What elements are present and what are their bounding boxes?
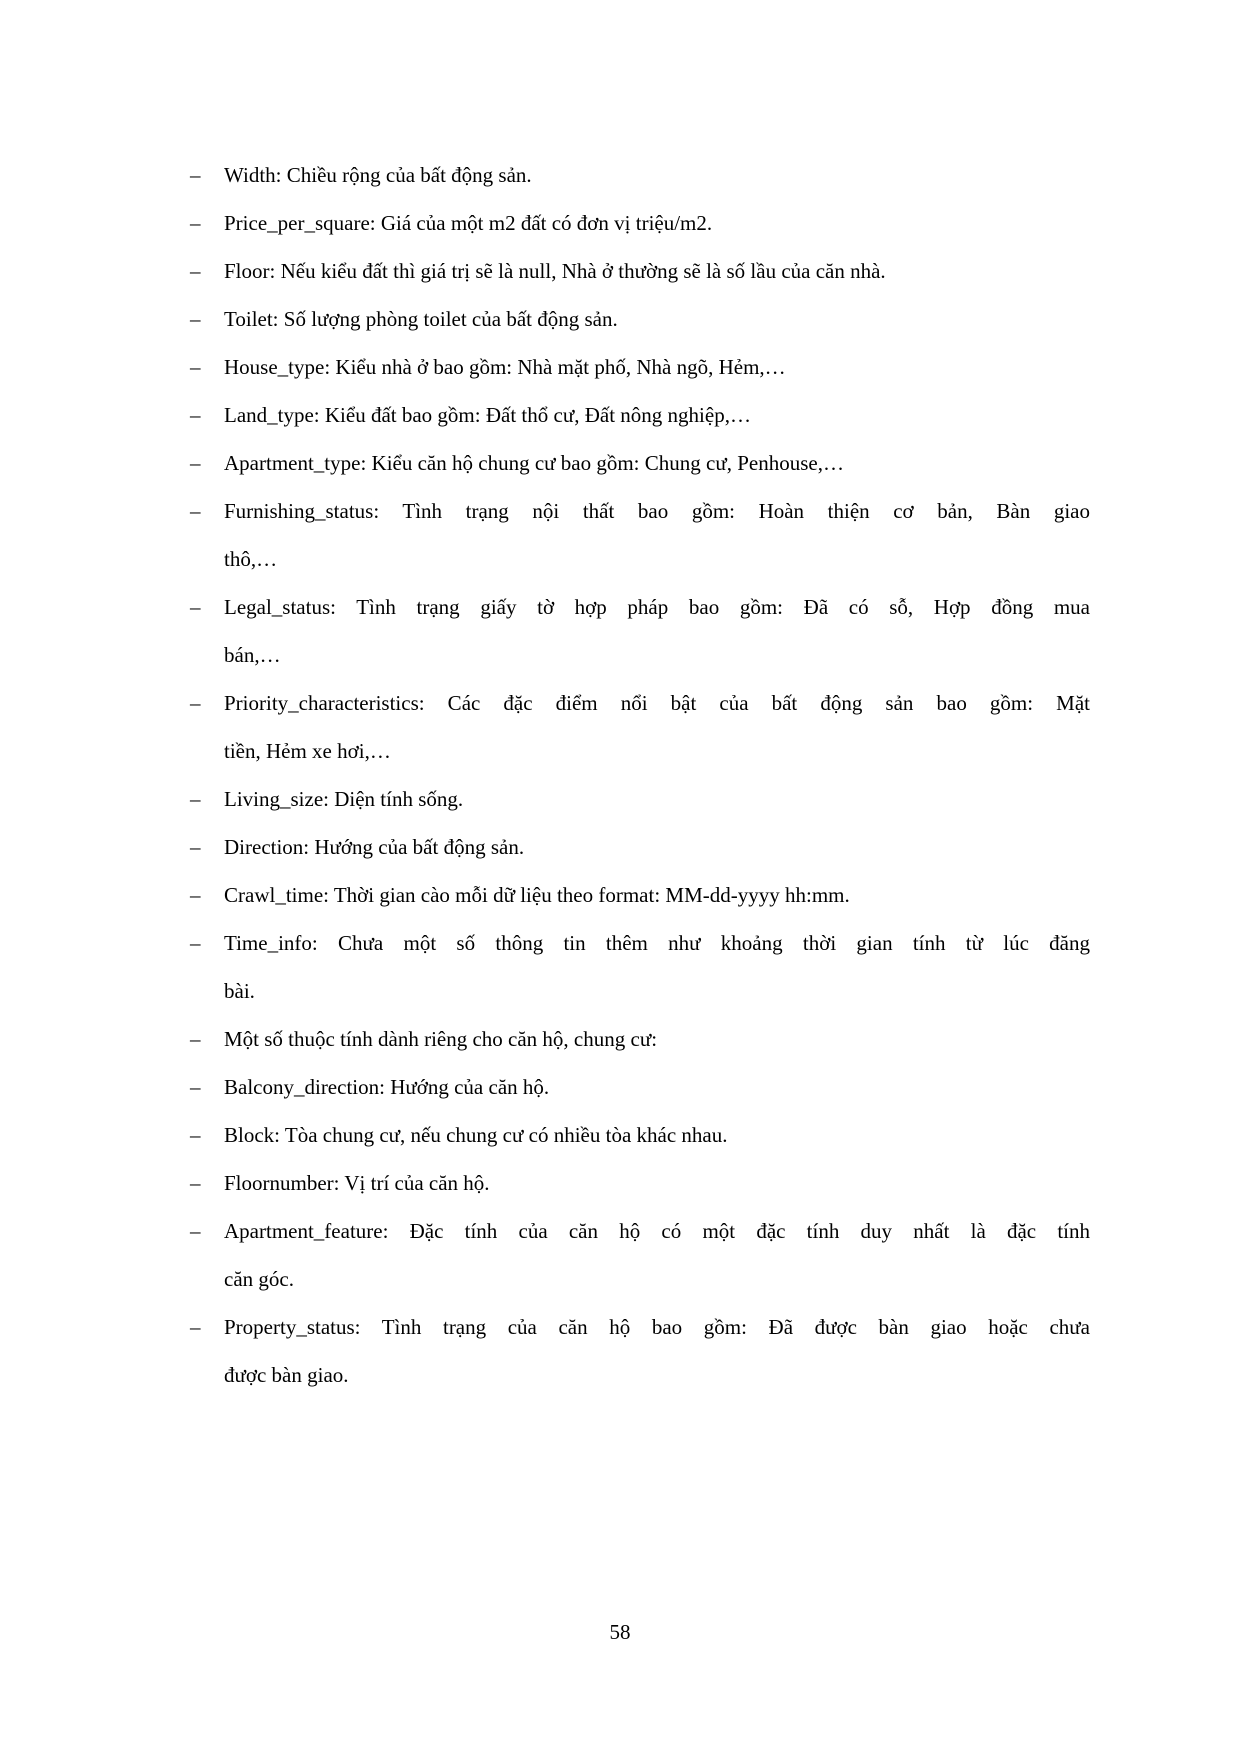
bullet-dash: – xyxy=(190,355,201,379)
text-line: Apartment_type: Kiểu căn hộ chung cư bao gồm: Chung cư, Penhouse,… xyxy=(224,451,844,475)
list-item-text xyxy=(224,679,1090,775)
list-item-text xyxy=(224,343,1090,391)
text-line: Direction: Hướng của bất động sản. xyxy=(224,835,525,859)
list-item xyxy=(190,775,1090,823)
list-item-text xyxy=(224,583,1090,679)
list-item xyxy=(190,1303,1090,1399)
bullet-dash: – xyxy=(190,1075,201,1099)
text-line: Legal_status: Tình trạng giấy tờ hợp pháp bao gồm: Đã có sỗ, Hợp đồng mua xyxy=(224,595,1090,619)
list-item-text xyxy=(224,919,1090,1015)
text-line: Living_size: Diện tính sống. xyxy=(224,787,464,811)
bullet-list xyxy=(190,151,1090,1399)
text-line: Block: Tòa chung cư, nếu chung cư có nhiều tòa khác nhau. xyxy=(224,1123,728,1147)
text-line: bán,… xyxy=(224,643,281,667)
list-item xyxy=(190,583,1090,679)
list-item-text xyxy=(224,199,1090,247)
list-item xyxy=(190,871,1090,919)
list-item xyxy=(190,343,1090,391)
bullet-dash: – xyxy=(190,1027,201,1051)
text-line: tiền, Hẻm xe hơi,… xyxy=(224,739,391,763)
text-line: Toilet: Số lượng phòng toilet của bất động sản. xyxy=(224,307,618,331)
list-item-text xyxy=(224,487,1090,583)
list-item-text xyxy=(224,1111,1090,1159)
bullet-dash: – xyxy=(190,259,201,283)
list-item xyxy=(190,199,1090,247)
bullet-dash: – xyxy=(190,1123,201,1147)
bullet-dash: – xyxy=(190,787,201,811)
list-item xyxy=(190,391,1090,439)
list-item xyxy=(190,1111,1090,1159)
bullet-dash: – xyxy=(190,1219,201,1243)
bullet-dash: – xyxy=(190,499,201,523)
list-item-text xyxy=(224,151,1090,199)
text-line: Priority_characteristics: Các đặc điểm nổi bật của bất động sản bao gồm: Mặt xyxy=(224,691,1090,715)
list-item xyxy=(190,151,1090,199)
list-item xyxy=(190,295,1090,343)
text-line: Apartment_feature: Đặc tính của căn hộ có một đặc tính duy nhất là đặc tính xyxy=(224,1219,1090,1243)
list-item-text xyxy=(224,1063,1090,1111)
bullet-dash: – xyxy=(190,163,201,187)
bullet-dash: – xyxy=(190,451,201,475)
list-item-text xyxy=(224,1015,1090,1063)
text-line: Floornumber: Vị trí của căn hộ. xyxy=(224,1171,490,1195)
list-item xyxy=(190,487,1090,583)
text-line: Width: Chiều rộng của bất động sản. xyxy=(224,163,532,187)
bullet-dash: – xyxy=(190,835,201,859)
text-line: Crawl_time: Thời gian cào mỗi dữ liệu theo format: MM-dd-yyyy hh:mm. xyxy=(224,883,850,907)
text-line: Một số thuộc tính dành riêng cho căn hộ, chung cư: xyxy=(224,1027,658,1051)
bullet-dash: – xyxy=(190,883,201,907)
list-item xyxy=(190,919,1090,1015)
text-line: Property_status: Tình trạng của căn hộ bao gồm: Đã được bàn giao hoặc chưa xyxy=(224,1315,1090,1339)
bullet-dash: – xyxy=(190,691,201,715)
bullet-dash: – xyxy=(190,307,201,331)
bullet-dash: – xyxy=(190,1171,201,1195)
list-item-text xyxy=(224,1159,1090,1207)
text-line: căn góc. xyxy=(224,1267,294,1291)
text-line: House_type: Kiểu nhà ở bao gồm: Nhà mặt phố, Nhà ngõ, Hẻm,… xyxy=(224,355,786,379)
text-line: được bàn giao. xyxy=(224,1363,349,1387)
list-item-text xyxy=(224,439,1090,487)
text-line: thô,… xyxy=(224,547,278,571)
bullet-dash: – xyxy=(190,403,201,427)
bullet-dash: – xyxy=(190,595,201,619)
list-item xyxy=(190,1015,1090,1063)
list-item xyxy=(190,439,1090,487)
text-line: Balcony_direction: Hướng của căn hộ. xyxy=(224,1075,550,1099)
text-line: Time_info: Chưa một số thông tin thêm như khoảng thời gian tính từ lúc đăng xyxy=(224,931,1090,955)
list-item-text xyxy=(224,871,1090,919)
text-line: Furnishing_status: Tình trạng nội thất bao gồm: Hoàn thiện cơ bản, Bàn giao xyxy=(224,499,1090,523)
list-item xyxy=(190,1063,1090,1111)
list-item xyxy=(190,679,1090,775)
list-item-text xyxy=(224,391,1090,439)
list-item xyxy=(190,823,1090,871)
list-item xyxy=(190,1159,1090,1207)
text-line: Land_type: Kiểu đất bao gồm: Đất thổ cư, Đất nông nghiệp,… xyxy=(224,403,751,427)
text-line: Price_per_square: Giá của một m2 đất có đơn vị triệu/m2. xyxy=(224,211,713,235)
list-item-text xyxy=(224,247,1090,295)
list-item-text xyxy=(224,295,1090,343)
list-item-text xyxy=(224,775,1090,823)
list-item-text xyxy=(224,1207,1090,1303)
text-line: Floor: Nếu kiểu đất thì giá trị sẽ là null, Nhà ở thường sẽ là số lầu của căn nhà. xyxy=(224,259,886,283)
bullet-dash: – xyxy=(190,211,201,235)
list-item xyxy=(190,1207,1090,1303)
list-item-text xyxy=(224,1303,1090,1399)
list-item-text xyxy=(224,823,1090,871)
page-number: 58 xyxy=(609,1620,631,1644)
list-item xyxy=(190,247,1090,295)
bullet-dash: – xyxy=(190,1315,201,1339)
text-line: bài. xyxy=(224,979,255,1003)
bullet-dash: – xyxy=(190,931,201,955)
